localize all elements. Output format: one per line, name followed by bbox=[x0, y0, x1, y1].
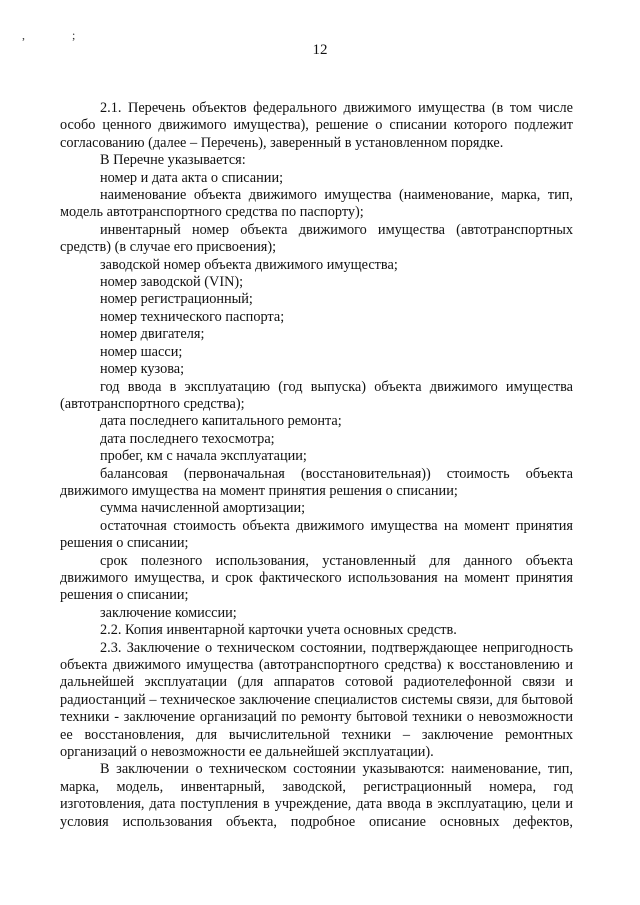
paragraph: наименование объекта движимого имущества (наименование, марка, тип, модель автотранспортного средства по паспорту); bbox=[60, 187, 573, 221]
paragraph: сумма начисленной амортизации; bbox=[100, 500, 306, 517]
paragraph: год ввода в эксплуатацию (год выпуска) объекта движимого имущества (автотранспортного средства); bbox=[60, 378, 573, 412]
paragraph: пробег, км с начала эксплуатации; bbox=[100, 448, 307, 465]
page-number: 12 bbox=[312, 42, 328, 58]
paragraph: номер кузова; bbox=[100, 361, 185, 378]
paragraph: заключение комиссии; bbox=[100, 604, 237, 621]
document-body bbox=[60, 100, 573, 831]
paragraph: дата последнего техосмотра; bbox=[100, 430, 275, 447]
paragraph: дата последнего капитального ремонта; bbox=[100, 413, 342, 430]
paragraph: В Перечне указывается: bbox=[100, 152, 246, 169]
paragraph: балансовая (первоначальная (восстановительная)) стоимость объекта движимого имущества на момент принятия решения о списании; bbox=[60, 465, 573, 499]
paragraph: заводской номер объекта движимого имущества; bbox=[100, 256, 398, 273]
paragraph: инвентарный номер объекта движимого имущества (автотранспортных средств) (в случае его присвоения); bbox=[60, 221, 573, 256]
paragraph: 2.3. Заключение о техническом состоянии, подтверждающее непригодность объекта движимого имущества (автотранспортного средства) к восстановлению и дальнейшей эксплуатации (для аппаратов сотовой радиотелефонной связи и радиостанций – техническое заключение специалистов системы связи, для бытовой техники - заключение организаций по ремонту бытовой техники о невозможности ее восстановления, для вычислительной техники – заключение ремонтных организаций о невозможности ее дальнейшей эксплуатации). bbox=[60, 639, 573, 761]
paragraph: номер технического паспорта; bbox=[100, 308, 285, 325]
paragraph: номер заводской (VIN); bbox=[100, 274, 244, 291]
paragraph: 2.2. Копия инвентарной карточки учета основных средств. bbox=[100, 622, 457, 639]
paragraph: 2.1. Перечень объектов федерального движимого имущества (в том числе особо ценного движимого имущества), решение о списании которого подлежит согласованию (далее – Перечень), заверенный в установленном порядке. bbox=[60, 100, 573, 151]
paragraph: номер и дата акта о списании; bbox=[100, 169, 284, 186]
paragraph: остаточная стоимость объекта движимого имущества на момент принятия решения о списании; bbox=[60, 517, 573, 552]
paragraph: В заключении о техническом состоянии указываются: наименование, тип, марка, модель, инвентарный, заводской, регистрационный номера, год изготовления, дата поступления в учреждение, дата ввода в эксплуатацию, цели и условия использования объекта, подробное описание основных дефектов, bbox=[60, 761, 573, 830]
paragraph: номер шасси; bbox=[100, 343, 183, 360]
scan-marks: , ; bbox=[22, 28, 98, 42]
paragraph: номер двигателя; bbox=[100, 326, 205, 343]
paragraph: номер регистрационный; bbox=[100, 291, 253, 308]
paragraph: срок полезного использования, установленный для данного объекта движимого имущества, и срок фактического использования на момент принятия решения о списании; bbox=[60, 552, 573, 604]
